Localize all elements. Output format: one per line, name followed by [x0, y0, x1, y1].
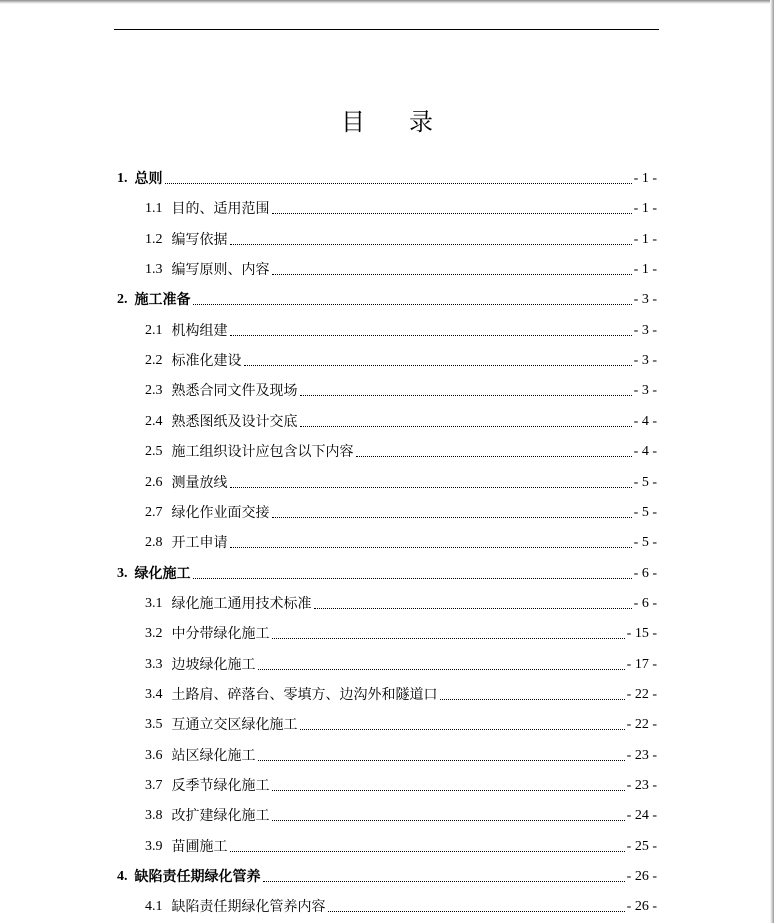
toc-section-entry[interactable] — [145, 655, 657, 675]
toc-entry-number: 2.6 — [145, 475, 163, 490]
toc-section-entry[interactable] — [145, 321, 657, 341]
dot-leader — [440, 699, 625, 700]
dot-leader — [258, 760, 625, 761]
dot-leader — [230, 547, 632, 548]
toc-entry-title: 改扩建绿化施工 — [171, 808, 270, 824]
toc-entry-number: 3.8 — [145, 808, 163, 823]
dot-leader — [244, 365, 632, 366]
toc-entry-title: 测量放线 — [171, 475, 228, 491]
toc-section-entry[interactable] — [145, 442, 657, 462]
dot-leader — [165, 183, 632, 184]
toc-title-char: 目 — [341, 108, 365, 136]
toc-entry-title: 标准化建设 — [171, 353, 242, 369]
toc-entry-number: 3.6 — [145, 748, 163, 763]
toc-section-entry[interactable] — [145, 624, 657, 644]
toc-page-number: - 5 - — [633, 535, 657, 550]
toc-page-number: - 23 - — [626, 748, 657, 763]
toc-entry-title: 土路肩、碎落台、零填方、边沟外和隧道口 — [171, 687, 438, 703]
toc-entry-number: 3.9 — [145, 839, 163, 854]
toc-entry-number: 2.1 — [145, 323, 163, 338]
dot-leader — [272, 820, 625, 821]
header-rule — [114, 29, 659, 30]
toc-entry-title: 总则 — [134, 171, 163, 187]
dot-leader — [300, 729, 625, 730]
dot-leader — [272, 790, 625, 791]
toc-section-entry[interactable] — [145, 806, 657, 826]
dot-leader — [272, 213, 632, 214]
toc-entry-number: 1.3 — [145, 262, 163, 277]
toc-entry-title: 缺陷责任期绿化管养 — [134, 869, 261, 885]
toc-entry-title: 边坡绿化施工 — [171, 657, 256, 673]
dot-leader — [230, 487, 632, 488]
toc-title-char: 录 — [409, 108, 433, 136]
dot-leader — [263, 881, 625, 882]
dot-leader — [272, 274, 632, 275]
toc-section-entry[interactable] — [145, 351, 657, 371]
toc-chapter-entry[interactable] — [117, 169, 657, 189]
toc-title — [0, 104, 774, 140]
toc-entry-title: 编写原则、内容 — [171, 262, 270, 278]
toc-section-entry[interactable] — [145, 381, 657, 401]
toc-page-number: - 1 - — [633, 232, 657, 247]
toc-entry-number: 3.3 — [145, 657, 163, 672]
toc-page-number: - 15 - — [626, 626, 657, 641]
toc-entry-number: 1. — [117, 171, 128, 186]
toc-entry-number: 3.1 — [145, 596, 163, 611]
toc-page-number: - 6 - — [633, 566, 657, 581]
toc-entry-number: 1.1 — [145, 201, 163, 216]
toc-entry-title: 互通立交区绿化施工 — [171, 717, 298, 733]
toc-entry-title: 缺陷责任期绿化管养内容 — [171, 899, 326, 915]
toc-entry-number: 3.7 — [145, 778, 163, 793]
toc-entry-number: 2.7 — [145, 505, 163, 520]
toc-page-number: - 3 - — [633, 383, 657, 398]
toc-entry-number: 4.1 — [145, 899, 163, 914]
toc-entry-number: 1.2 — [145, 232, 163, 247]
toc-entry-title: 苗圃施工 — [171, 839, 228, 855]
toc-entry-title: 开工申请 — [171, 535, 228, 551]
toc-entry-title: 绿化作业面交接 — [171, 505, 270, 521]
toc-entry-number: 2. — [117, 292, 128, 307]
toc-entry-title: 机构组建 — [171, 323, 228, 339]
toc-section-entry[interactable] — [145, 594, 657, 614]
toc-entry-title: 中分带绿化施工 — [171, 626, 270, 642]
toc-entry-number: 2.5 — [145, 444, 163, 459]
dot-leader — [300, 395, 632, 396]
dot-leader — [230, 244, 632, 245]
toc-entry-number: 2.3 — [145, 383, 163, 398]
toc-entry-number: 3.2 — [145, 626, 163, 641]
toc-chapter-entry[interactable] — [117, 867, 657, 887]
dot-leader — [328, 911, 625, 912]
toc-page-number: - 24 - — [626, 808, 657, 823]
toc-section-entry[interactable] — [145, 715, 657, 735]
toc-entry-title: 站区绿化施工 — [171, 748, 256, 764]
toc-page-number: - 17 - — [626, 657, 657, 672]
page-top-shadow — [0, 0, 774, 4]
dot-leader — [230, 335, 632, 336]
toc-page-number: - 3 - — [633, 323, 657, 338]
toc-section-entry[interactable] — [145, 533, 657, 553]
toc-page-number: - 1 - — [633, 171, 657, 186]
toc-entry-title: 编写依据 — [171, 232, 228, 248]
toc-page-number: - 26 - — [626, 869, 657, 884]
toc-entry-title: 绿化施工通用技术标准 — [171, 596, 312, 612]
toc-entry-number: 2.8 — [145, 535, 163, 550]
toc-section-entry[interactable] — [145, 776, 657, 796]
dot-leader — [300, 426, 632, 427]
toc-section-entry[interactable] — [145, 837, 657, 857]
dot-leader — [193, 578, 632, 579]
toc-page-number: - 1 - — [633, 262, 657, 277]
toc-entry-title: 施工组织设计应包含以下内容 — [171, 444, 354, 460]
dot-leader — [193, 304, 632, 305]
toc-section-entry[interactable] — [145, 685, 657, 705]
dot-leader — [314, 608, 632, 609]
toc-entry-number: 2.2 — [145, 353, 163, 368]
toc-page-number: - 22 - — [626, 717, 657, 732]
dot-leader — [258, 669, 625, 670]
toc-section-entry[interactable] — [145, 412, 657, 432]
toc-entry-title: 反季节绿化施工 — [171, 778, 270, 794]
toc-page-number: - 4 - — [633, 444, 657, 459]
toc-page-number: - 23 - — [626, 778, 657, 793]
toc-page-number: - 5 - — [633, 475, 657, 490]
toc-page-number: - 3 - — [633, 353, 657, 368]
toc-section-entry[interactable] — [145, 897, 657, 917]
toc-entry-number: 4. — [117, 869, 128, 884]
toc-page-number: - 26 - — [626, 899, 657, 914]
toc-entry-title: 熟悉合同文件及现场 — [171, 383, 298, 399]
toc-page-number: - 3 - — [633, 292, 657, 307]
toc-entry-number: 3.4 — [145, 687, 163, 702]
toc-page-number: - 4 - — [633, 414, 657, 429]
toc-section-entry[interactable] — [145, 746, 657, 766]
toc-entry-title: 目的、适用范围 — [171, 201, 270, 217]
toc-entry-number: 2.4 — [145, 414, 163, 429]
toc-entry-title: 熟悉图纸及设计交底 — [171, 414, 298, 430]
toc-page-number: - 1 - — [633, 201, 657, 216]
dot-leader — [356, 456, 632, 457]
toc-section-entry[interactable] — [145, 230, 657, 250]
toc-entry-number: 3. — [117, 566, 128, 581]
toc-page-number: - 22 - — [626, 687, 657, 702]
toc-page-number: - 6 - — [633, 596, 657, 611]
toc-page-number: - 5 - — [633, 505, 657, 520]
toc-section-entry[interactable] — [145, 473, 657, 493]
toc-section-entry[interactable] — [145, 199, 657, 219]
toc-section-entry[interactable] — [145, 503, 657, 523]
toc-chapter-entry[interactable] — [117, 290, 657, 310]
dot-leader — [272, 517, 632, 518]
toc-entry-number: 3.5 — [145, 717, 163, 732]
toc-page-number: - 25 - — [626, 839, 657, 854]
dot-leader — [230, 851, 625, 852]
toc-entry-title: 施工准备 — [134, 292, 191, 308]
dot-leader — [272, 638, 625, 639]
toc-section-entry[interactable] — [145, 260, 657, 280]
toc-entry-title: 绿化施工 — [134, 566, 191, 582]
toc-chapter-entry[interactable] — [117, 564, 657, 584]
